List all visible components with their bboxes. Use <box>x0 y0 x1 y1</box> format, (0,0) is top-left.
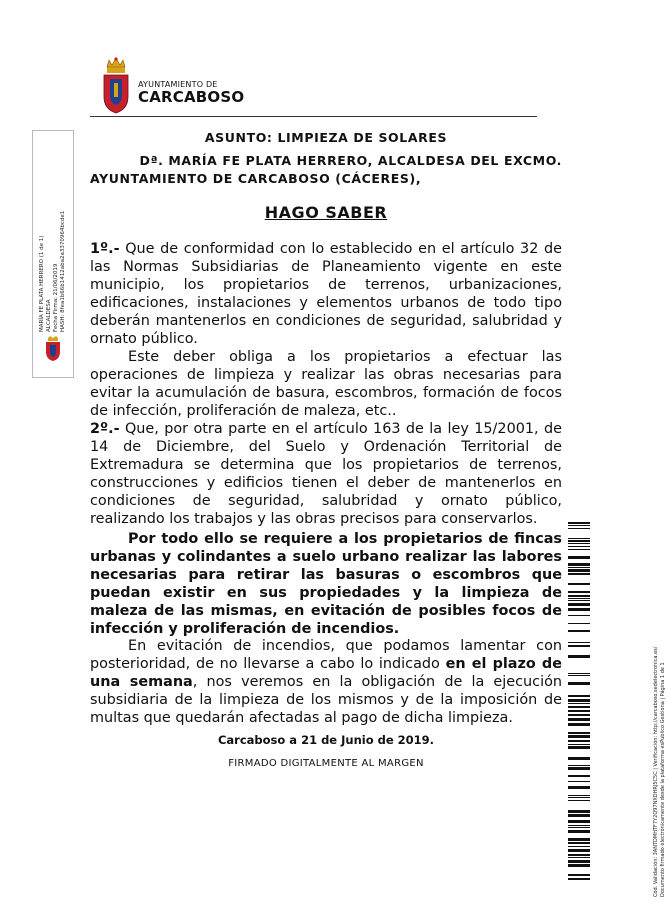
paragraph-5-c: , nos veremos en la obligación de la ejecución subsidiaria de la limpieza de los mismos y de la imposición de multas que quedarán afectadas al pago de dicha limpieza. <box>90 674 562 726</box>
paragraph-5-a: En evitación de incendios, que podamos lamentar con posterioridad, de no llevarse a cabo lo indicado <box>90 638 562 672</box>
org-line1: AYUNTAMIENTO DE <box>138 80 218 89</box>
signature-strip <box>32 130 74 378</box>
page-heading: HAGO SABER <box>264 203 388 222</box>
header-divider <box>90 116 537 117</box>
organization-name <box>138 80 244 106</box>
declarant <box>90 152 562 188</box>
deadline-text: en el plazo de una semana <box>90 656 562 690</box>
verification-text <box>653 517 667 897</box>
coat-of-arms-icon <box>101 57 131 115</box>
paragraph-3-text: Que, por otra parte en el artículo 163 de la ley 15/2001, de 14 de Diciembre, del Suelo y Ordenación Territorial de Extremadura se determina que los propietarios de terrenos, construcciones y edificios tienen el deber de mantenerlos en condiciones de seguridad, salubridad y ornato público, realizando los trabajos y las obras precisos para conservarlos. <box>90 421 562 527</box>
paragraph-3-number: 2º.- <box>90 421 120 437</box>
barcode <box>568 522 590 880</box>
paragraph-4: Por todo ello se requiere a los propietarios de fincas urbanas y colindantes a suelo urbano realizar las labores necesarias para retirar las basuras o escombros que puedan existir en sus propiedades y la limpieza de maleza de las mismas, en evitación de posibles focos de infección y proliferación de incendios. <box>90 531 562 637</box>
signature-line2: ALCALDESA <box>46 299 52 332</box>
declarant-line2: AYUNTAMIENTO DE CARCABOSO (CÁCERES), <box>90 171 422 186</box>
paragraph-2: Este deber obliga a los propietarios a efectuar las operaciones de limpieza y realizar las obras necesarias para evitar la acumulación de basura, escombros, formación de focos de infección, proliferación de maleza, etc.. <box>90 349 562 419</box>
signature-text <box>39 122 67 332</box>
paragraph-3 <box>90 420 562 528</box>
verification-line1: Cód. Validación: 3ANTDMHTF7Y2Q97NXDHRJ5C5C | Verificación: http://carcaboso.sedelectronica.es/ <box>653 646 659 897</box>
signature-line1: MARÍA FE PLATA HERRERO (1 de 1) <box>39 235 45 332</box>
seal-icon <box>45 336 61 362</box>
signature-line3: Fecha Firma: 21/06/2019 <box>53 263 59 332</box>
paragraph-1-text: Que de conformidad con lo establecido en el artículo 32 de las Normas Subsidiarias de Planeamiento vigente en este municipio, los propietarios de terrenos, urbanizaciones, edificaciones, instalaciones y elementos urbanos de todo tipo deberán mantenerlos en condiciones de seguridad, salubridad y ornato público. <box>90 241 562 347</box>
paragraph-1-number: 1º.- <box>90 241 120 257</box>
declarant-line1: Dª. MARÍA FE PLATA HERRERO, ALCALDESA DEL EXCMO. <box>139 153 562 168</box>
verification-line2: Documento firmado electrónicamente desde la plataforma esPublico Gestiona | Página 1 de 1 <box>660 662 666 897</box>
paragraph-5 <box>90 637 562 727</box>
signed-note: FIRMADO DIGITALMENTE AL MARGEN <box>228 758 424 769</box>
org-line2: CARCABOSO <box>138 88 245 106</box>
paragraph-1 <box>90 240 562 348</box>
subject-line: ASUNTO: LIMPIEZA DE SOLARES <box>204 130 448 145</box>
signature-line4: HASH: 8fea1b66b1412aba2a3370964bcde1 <box>60 210 66 332</box>
date-line: Carcaboso a 21 de Junio de 2019. <box>217 733 435 747</box>
